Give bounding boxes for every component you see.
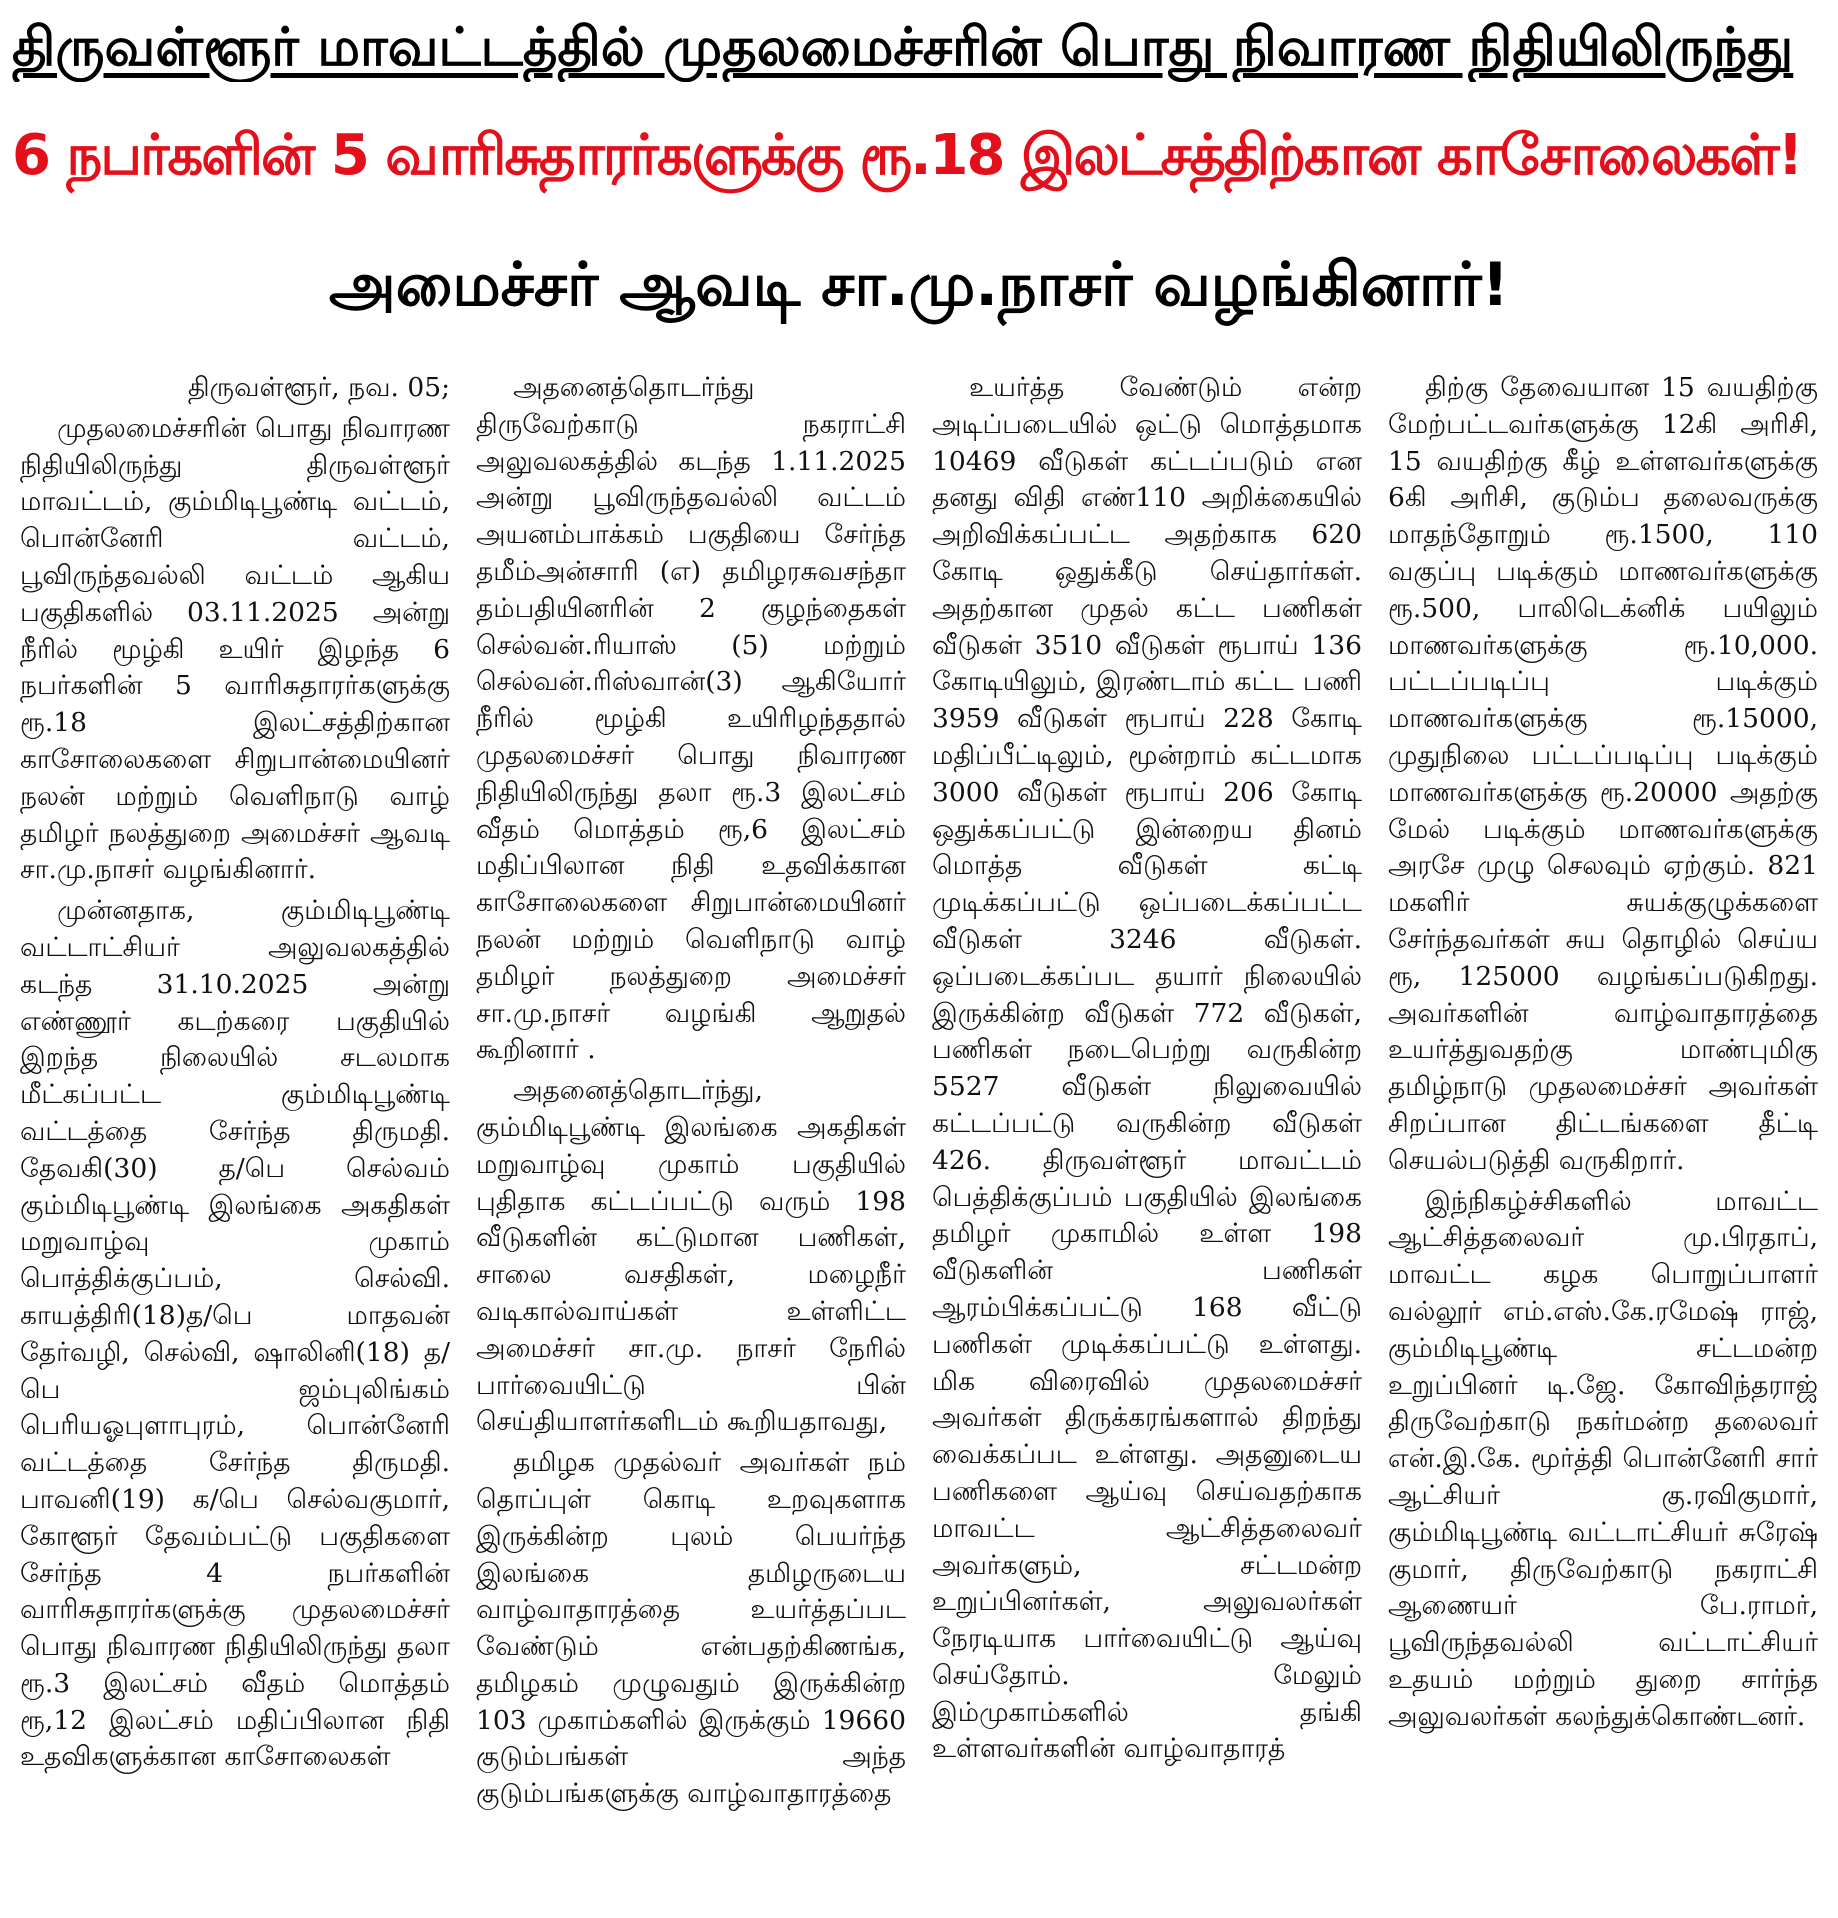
sub-headline: அமைச்சர் ஆவடி சா.மு.நாசர் வழங்கினார்! — [328, 250, 1510, 320]
column-3 — [932, 370, 1362, 1890]
paragraph: முதலமைச்சரின் பொது நிவாரண நிதியிலிருந்து திருவள்ளூர் மாவட்டம், கும்மிடிபூண்டி வட்டம், பொன்னேரி வட்டம், பூவிருந்தவல்லி வட்டம் ஆகிய பகுதிகளில் 03.11.2025 அன்று நீரில் மூழ்கி உயிர் இழந்த 6 நபர்களின் 5 வாரிசுதாரர்களுக்கு ரூ.18 இலட்சத்திற்கான காசோலைகளை சிறுபான்மையினர் நலன் மற்றும் வெளிநாடு வாழ் தமிழர் நலத்துறை அமைச்சர் ஆவடி சா.மு.நாசர் வழங்கினார். — [20, 412, 450, 886]
article-body — [12, 370, 1826, 1890]
dateline: திருவள்ளூர், நவ. 05; — [187, 372, 450, 403]
paragraph: முன்னதாக, கும்மிடிபூண்டி வட்டாட்சியர் அலுவலகத்தில் கடந்த 31.10.2025 அன்று எண்ணூர் கடற்கரை பகுதியில் இறந்த நிலையில் சடலமாக மீட்கப்பட்ட கும்மிடிபூண்டி வட்டத்தை சேர்ந்த திருமதி. தேவகி(30) த/பெ செல்வம் கும்மிடிபூண்டி இலங்கை அகதிகள் மறுவாழ்வு முகாம் பொத்திக்குப்பம், செல்வி. காயத்திரி(18)த/பெ மாதவன் தேர்வழி, செல்வி, ஷாலினி(18) த/பெ ஜம்புலிங்கம் பெரியஓபுளாபுரம், பொன்னேரி வட்டத்தை சேர்ந்த திருமதி. பாவனி(19) க/பெ செல்வகுமார், கோளூர் தேவம்பட்டு பகுதிகளை சேர்ந்த 4 நபர்களின் வாரிசுதாரர்களுக்கு முதலமைச்சர் பொது நிவாரண நிதியிலிருந்து தலா ரூ.3 இலட்சம் வீதம் மொத்தம் ரூ,12 இலட்சம் மதிப்பிலான நிதி உதவிகளுக்கான காசோலைகள் — [20, 895, 450, 1773]
paragraph: திற்கு தேவையான 15 வயதிற்கு மேற்பட்டவர்களுக்கு 12கி அரிசி, 15 வயதிற்கு கீழ் உள்ளவர்களுக்கு 6கி அரிசி, குடும்ப தலைவருக்கு மாதந்தோறும் ரூ.1500, 110 வகுப்பு படிக்கும் மாணவர்களுக்கு ரூ.500, பாலிடெக்னிக் பயிலும் மாணவர்களுக்கு ரூ.10,000. பட்டப்படிப்பு படிக்கும் மாணவர்களுக்கு ரூ.15000, முதுநிலை பட்டப்படிப்பு படிக்கும் மாணவர்களுக்கு ரூ.20000 அதற்கு மேல் படிக்கும் மாணவர்களுக்கு அரசே முழு செலவும் ஏற்கும். 821 மகளிர் சுயக்குழுக்களை சேர்ந்தவர்கள் சுய தொழில் செய்ய ரூ, 125000 வழங்கப்படுகிறது. அவர்களின் வாழ்வாதாரத்தை உயர்த்துவதற்கு மாண்புமிகு தமிழ்நாடு முதலமைச்சர் அவர்கள் சிறப்பான திட்டங்களை தீட்டி செயல்படுத்தி வருகிறார். — [1388, 372, 1818, 1176]
column-4 — [1388, 370, 1818, 1890]
main-headline: 6 நபர்களின் 5 வாரிசுதாரர்களுக்கு ரூ.18 இலட்சத்திற்கான காசோலைகள்! — [12, 123, 1802, 188]
paragraph: அதனைத்தொடர்ந்து திருவேற்காடு நகராட்சி அலுவலகத்தில் கடந்த 1.11.2025 அன்று பூவிருந்தவல்லி வட்டம் அயனம்பாக்கம் பகுதியை சேர்ந்த தமீம்அன்சாரி (எ) தமிழரசுவசந்தா தம்பதியினரின் 2 குழந்தைகள் செல்வன்.ரியாஸ் (5) மற்றும் செல்வன்.ரிஸ்வான்(3) ஆகியோர் நீரில் மூழ்கி உயிரிழந்ததால் முதலமைச்சர் பொது நிவாரண நிதியிலிருந்து தலா ரூ.3 இலட்சம் வீதம் மொத்தம் ரூ,6 இலட்சம் மதிப்பிலான நிதி உதவிக்கான காசோலைகளை சிறுபான்மையினர் நலன் மற்றும் வெளிநாடு வாழ் தமிழர் நலத்துறை அமைச்சர் சா.மு.நாசர் வழங்கி ஆறுதல் கூறினார் . — [476, 372, 906, 1066]
kicker-headline: திருவள்ளூர் மாவட்டத்தில் முதலமைச்சரின் பொது நிவாரண நிதியிலிருந்து — [12, 17, 1794, 78]
paragraph: உயர்த்த வேண்டும் என்ற அடிப்படையில் ஒட்டு மொத்தமாக 10469 வீடுகள் கட்டப்படும் என தனது விதி எண்110 அறிக்கையில் அறிவிக்கப்பட்ட அதற்காக 620 கோடி ஒதுக்கீடு செய்தார்கள். அதற்கான முதல் கட்ட பணிகள் வீடுகள் 3510 வீடுகள் ரூபாய் 136 கோடியிலும், இரண்டாம் கட்ட பணி 3959 வீடுகள் ரூபாய் 228 கோடி மதிப்பீட்டிலும், மூன்றாம் கட்டமாக 3000 வீடுகள் ரூபாய் 206 கோடி ஒதுக்கப்பட்டு இன்றைய தினம் மொத்த வீடுகள் கட்டி முடிக்கப்பட்டு ஒப்படைக்கப்பட்ட வீடுகள் 3246 வீடுகள். ஒப்படைக்கப்பட தயார் நிலையில் இருக்கின்ற வீடுகள் 772 வீடுகள், பணிகள் நடைபெற்று வருகின்ற 5527 வீடுகள் நிலுவையில் கட்டப்பட்டு வருகின்ற வீடுகள் 426. திருவள்ளூர் மாவட்டம் பெத்திக்குப்பம் பகுதியில் இலங்கை தமிழர் முகாமில் உள்ள 198 வீடுகளின் பணிகள் ஆரம்பிக்கப்பட்டு 168 வீட்டு பணிகள் முடிக்கப்பட்டு உள்ளது. மிக விரைவில் முதலமைச்சர் அவர்கள் திருக்கரங்களால் திறந்து வைக்கப்பட உள்ளது. அதனுடைய பணிகளை ஆய்வு செய்வதற்காக மாவட்ட ஆட்சித்தலைவர் அவர்களும், சட்டமன்ற உறுப்பினர்கள், அலுவலர்கள் நேரடியாக பார்வையிட்டு ஆய்வு செய்தோம். மேலும் இம்முகாம்களில் தங்கி உள்ளவர்களின் வாழ்வாதாரத் — [932, 372, 1362, 1765]
paragraph: தமிழக முதல்வர் அவர்கள் நம் தொப்புள் கொடி உறவுகளாக இருக்கின்ற புலம் பெயர்ந்த இலங்கை தமிழருடைய வாழ்வாதாரத்தை உயர்த்தப்பட வேண்டும் என்பதற்கிணங்க, தமிழகம் முழுவதும் இருக்கின்ற 103 முகாம்களில் இருக்கும் 19660 குடும்பங்கள் அந்த குடும்பங்களுக்கு வாழ்வாதாரத்தை — [476, 1447, 906, 1810]
column-2 — [476, 370, 906, 1890]
paragraph: இந்நிகழ்ச்சிகளில் மாவட்ட ஆட்சித்தலைவர் மு.பிரதாப், மாவட்ட கழக பொறுப்பாளர் வல்லூர் எம்.எஸ்.கே.ரமேஷ் ராஜ், கும்மிடிபூண்டி சட்டமன்ற உறுப்பினர் டி.ஜே. கோவிந்தராஜ் திருவேற்காடு நகர்மன்ற தலைவர் என்.இ.கே. மூர்த்தி பொன்னேரி சார் ஆட்சியர் கு.ரவிகுமார், கும்மிடிபூண்டி வட்டாட்சியர் சுரேஷ் குமார், திருவேற்காடு நகராட்சி ஆணையர் பே.ராமர், பூவிருந்தவல்லி வட்டாட்சியர் உதயம் மற்றும் துறை சார்ந்த அலுவலர்கள் கலந்துக்கொண்டனர். — [1388, 1185, 1818, 1732]
column-1 — [20, 370, 450, 1890]
paragraph: அதனைத்தொடர்ந்து, கும்மிடிபூண்டி இலங்கை அகதிகள் மறுவாழ்வு முகாம் பகுதியில் புதிதாக கட்டப்பட்டு வரும் 198 வீடுகளின் கட்டுமான பணிகள், சாலை வசதிகள், மழைநீர் வடிகால்வாய்கள் உள்ளிட்ட அமைச்சர் சா.மு. நாசர் நேரில் பார்வையிட்டு பின் செய்தியாளர்களிடம் கூறியதாவது, — [476, 1075, 906, 1438]
